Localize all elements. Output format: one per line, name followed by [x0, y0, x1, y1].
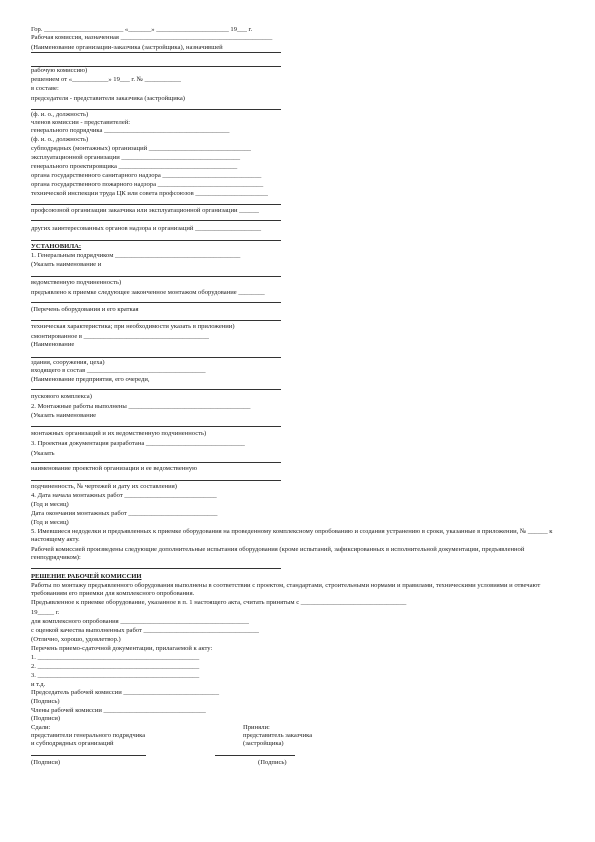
general-designer-line: генерального проектировщика ____________________________________: [31, 163, 238, 170]
caption: (Год и месяц): [31, 501, 69, 508]
divider: [31, 220, 281, 221]
mounted-in-line: смонтированное в ______________________________________: [31, 333, 209, 340]
attachment-3: 3. _________________________________________________: [31, 672, 200, 679]
commission-line: Рабочая комиссия, назначенная ______________________________________________: [31, 34, 273, 41]
quality-line: с оценкой качества выполненных работ ___________________________________: [31, 627, 259, 634]
caption: (Указать: [31, 450, 55, 457]
other-bodies-line: других заинтересованных органов надзора и организаций ____________________: [31, 225, 262, 232]
caption-customer: (Наименование организации-заказчика (застройщика), назначившей: [31, 44, 223, 51]
caption: наименование проектной организации и ее ведомственную: [31, 465, 198, 472]
accepted-label: Приняли:: [243, 724, 270, 731]
caption: (Наименование предприятия, его очереди,: [31, 376, 150, 383]
accepted-from-line: Предъявленное к приемке оборудование, указанное в п. 1 настоящего акта, считать принятым с ________________________________: [31, 599, 407, 606]
subcontractors-line: субподрядных (монтажных) организаций _______________________________: [31, 145, 251, 152]
members-line: членов комиссии - представителей:: [31, 119, 131, 126]
caption: (Подписи): [31, 715, 61, 722]
handed-over-label: Сдали:: [31, 724, 51, 731]
decision-line: решением от «___________» 19___ г. № ___________: [31, 76, 181, 83]
caption: (Наименование: [31, 341, 75, 348]
chairman-line: председателя - представителя заказчика (застройщика): [31, 95, 185, 102]
divider: [31, 462, 281, 463]
signature-line: [215, 755, 295, 756]
divider: [31, 320, 281, 321]
tests-paragraph: Рабочей комиссией произведены следующие дополнительные испытания оборудования (кроме испытаний, зафиксированных в исполнительной документации, предъявленной генподрядчиком):: [31, 546, 525, 561]
caption: ведомственную подчиненность): [31, 279, 122, 286]
part-of-line: входящего в состав ____________________________________: [31, 367, 206, 374]
labor-inspection-line: технической инспекции труда ЦК или совета профсоюзов ______________________: [31, 190, 268, 197]
caption-name-position: (ф. и. о., должность): [31, 136, 89, 143]
caption: (Указать наименование: [31, 412, 97, 419]
signature-caption: (Подписи): [31, 759, 61, 766]
decision-heading: РЕШЕНИЕ РАБОЧЕЙ КОМИССИИ: [31, 573, 142, 580]
attachment-2: 2. _________________________________________________: [31, 663, 200, 670]
signature-line: [31, 755, 146, 756]
year-line: 19_____ г.: [31, 609, 60, 616]
divider: [31, 109, 281, 110]
caption: монтажных организаций и их ведомственную подчиненность): [31, 430, 207, 437]
divider: [31, 426, 281, 427]
caption: техническая характеристика; при необходимости указать в приложении): [31, 323, 235, 330]
etc-line: и т.д.: [31, 681, 46, 688]
date-line: Гор. ________________________ «_______» ______________________ 19___ г.: [31, 26, 253, 33]
handed-over-role: представители генерального подрядчика: [31, 732, 146, 739]
caption-commission: рабочую комиссию): [31, 67, 88, 74]
caption: здания, сооружения, цеха): [31, 359, 105, 366]
signature-caption: (Подпись): [258, 759, 287, 766]
general-contractor-line: генерального подрядчика ______________________________________: [31, 127, 230, 134]
operating-org-line: эксплуатационной организации ____________________________________: [31, 154, 241, 161]
caption: (Подпись): [31, 698, 60, 705]
divider: [31, 480, 281, 481]
handed-over-role: и субподрядных организаций: [31, 740, 114, 747]
caption: (Перечень оборудования и его краткая: [31, 306, 139, 313]
chairman-signature-line: Председатель рабочей комиссии _____________________________: [31, 689, 219, 696]
divider: [31, 52, 281, 53]
decision-paragraph: Работы по монтажу предъявленного оборудования выполнены в соответствии с проектом, стандартами, строительными нормами и правилами, техническими условиями и отвечают требованиям его приемки для комплексного опробования.: [31, 582, 541, 597]
divider: [31, 389, 281, 390]
caption: пускового комплекса): [31, 393, 92, 400]
accepted-role: (застройщика): [243, 740, 284, 747]
accepted-role: представитель заказчика: [243, 732, 313, 739]
members-signature-line: Члены рабочей комиссии _______________________________: [31, 707, 206, 714]
trade-union-line: профсоюзной организации заказчика или эксплуатационной организации ______: [31, 207, 259, 214]
fire-supervision-line: органа государственного пожарного надзора ________________________________: [31, 181, 264, 188]
sanitary-supervision-line: органа государственного санитарного надзора ______________________________: [31, 172, 262, 179]
caption: (Отлично, хорошо, удовлетвор.): [31, 636, 121, 643]
divider: [31, 302, 281, 303]
caption: (Указать наименование и: [31, 261, 102, 268]
item-2-line: 2. Монтажные работы выполнены _____________________________________: [31, 403, 251, 410]
item-1-line: 1. Генеральным подрядчиком ______________________________________: [31, 252, 241, 259]
divider: [31, 276, 281, 277]
item-3-line: 3. Проектная документация разработана ______________________________: [31, 440, 245, 447]
caption: подчиненность, № чертежей и дату их составления): [31, 483, 177, 490]
caption-name-position: (ф. и. о., должность): [31, 111, 89, 118]
item-4-line: 4. Дата начала монтажных работ ____________________________: [31, 492, 217, 499]
divider: [31, 240, 281, 241]
for-testing-line: для комплексного опробования _______________________________________: [31, 618, 249, 625]
established-heading: УСТАНОВИЛА:: [31, 243, 82, 250]
attachment-1: 1. _________________________________________________: [31, 654, 200, 661]
item-5-paragraph: 5. Имевшиеся недоделки и предъявленных к приемке оборудования на проведенному комплексному опробованию и создания устранению в сроки, указанные в приложении, № ______ к настоящему акту.: [31, 528, 553, 543]
divider: [31, 204, 281, 205]
divider: [31, 568, 281, 569]
attachments-heading: Перечень приемо-сдаточной документации, прилагаемой к акту:: [31, 645, 213, 652]
divider: [31, 357, 281, 358]
end-date-line: Дата окончания монтажных работ ___________________________: [31, 510, 218, 517]
composition-line: в составе:: [31, 85, 59, 92]
equipment-presented-line: предъявлено к приемке следующее законченное монтажом оборудование ________: [31, 289, 265, 296]
caption: (Год и месяц): [31, 519, 69, 526]
